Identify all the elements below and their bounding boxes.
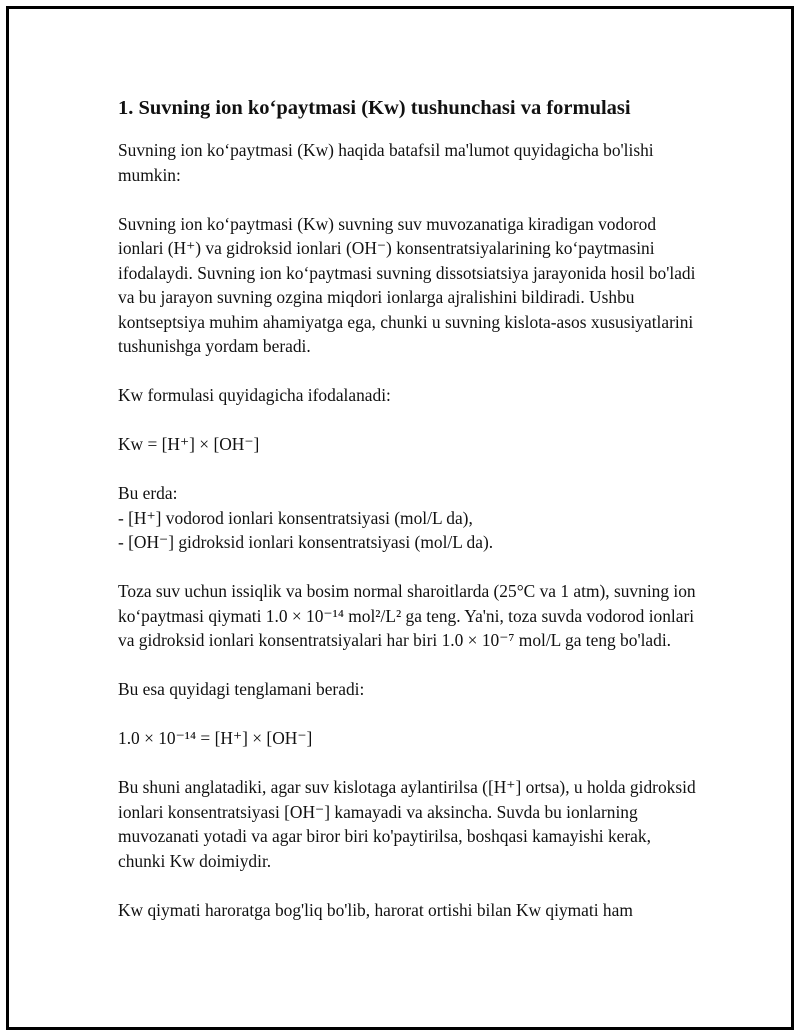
equilibrium-paragraph: Bu shuni anglatadiki, agar suv kislotaga aylantirilsa ([H⁺] ortsa), u holda gidroksid ionlari konsentratsiyasi [OH⁻] kamayadi va aksincha. Suvda bu ionlarning muvozanati yotadi va agar biror biri ko'paytirilsa, boshqasi kamayishi kerak, chunki Kw doimiydir. — [118, 777, 696, 871]
equation: 1.0 × 10⁻¹⁴ = [H⁺] × [OH⁻] — [118, 728, 313, 748]
definition-item-h: - [H⁺] vodorod ionlari konsentratsiyasi (mol/L da), — [118, 507, 473, 528]
definition-item-oh: - [OH⁻] gidroksid ionlari konsentratsiyasi (mol/L da). — [118, 532, 494, 552]
equation-intro-paragraph: Bu esa quyidagi tenglamani beradi: — [118, 679, 365, 699]
definition-paragraph: Suvning ion ko‘paytmasi (Kw) suvning suv muvozanatiga kiradigan vodorod ionlari (H⁺) va gidroksid ionlari (OH⁻) konsentratsiyalarining ko‘paytmasini ifodalaydi. Suvning ion ko‘paytmasi suvning dissotsiatsiya jarayonida hosil bo'ladi va bu jarayon suvning ozgina miqdori ionlarga ajralishini bildiradi. Ushbu kontseptsiya muhim ahamiyatga ega, chunki u suvning kislota-asos xususiyatlarini tushunishga yordam beradi. — [118, 213, 696, 356]
pure-water-paragraph: Toza suv uchun issiqlik va bosim normal sharoitlarda (25°C va 1 atm), suvning ion ko‘paytmasi qiymati 1.0 × 10⁻¹⁴ mol²/L² ga teng. Ya'ni, toza suvda vodorod ionlari va gidroksid ionlari konsentratsiyalari har biri 1.0 × 10⁻⁷ mol/L ga teng bo'ladi. — [118, 581, 696, 650]
definitions-intro: Bu erda: — [118, 483, 178, 503]
intro-paragraph: Suvning ion ko‘paytmasi (Kw) haqida batafsil ma'lumot quyidagicha bo'lishi mumkin: — [118, 140, 654, 185]
section-heading: 1. Suvning ion ko‘paytmasi (Kw) tushunchasi va formulasi — [118, 97, 631, 119]
kw-formula: Kw = [H⁺] × [OH⁻] — [118, 434, 260, 454]
formula-intro-paragraph: Kw formulasi quyidagicha ifodalanadi: — [118, 385, 391, 405]
temperature-paragraph: Kw qiymati haroratga bog'liq bo'lib, harorat ortishi bilan Kw qiymati ham — [118, 899, 633, 920]
document-body — [118, 94, 698, 947]
